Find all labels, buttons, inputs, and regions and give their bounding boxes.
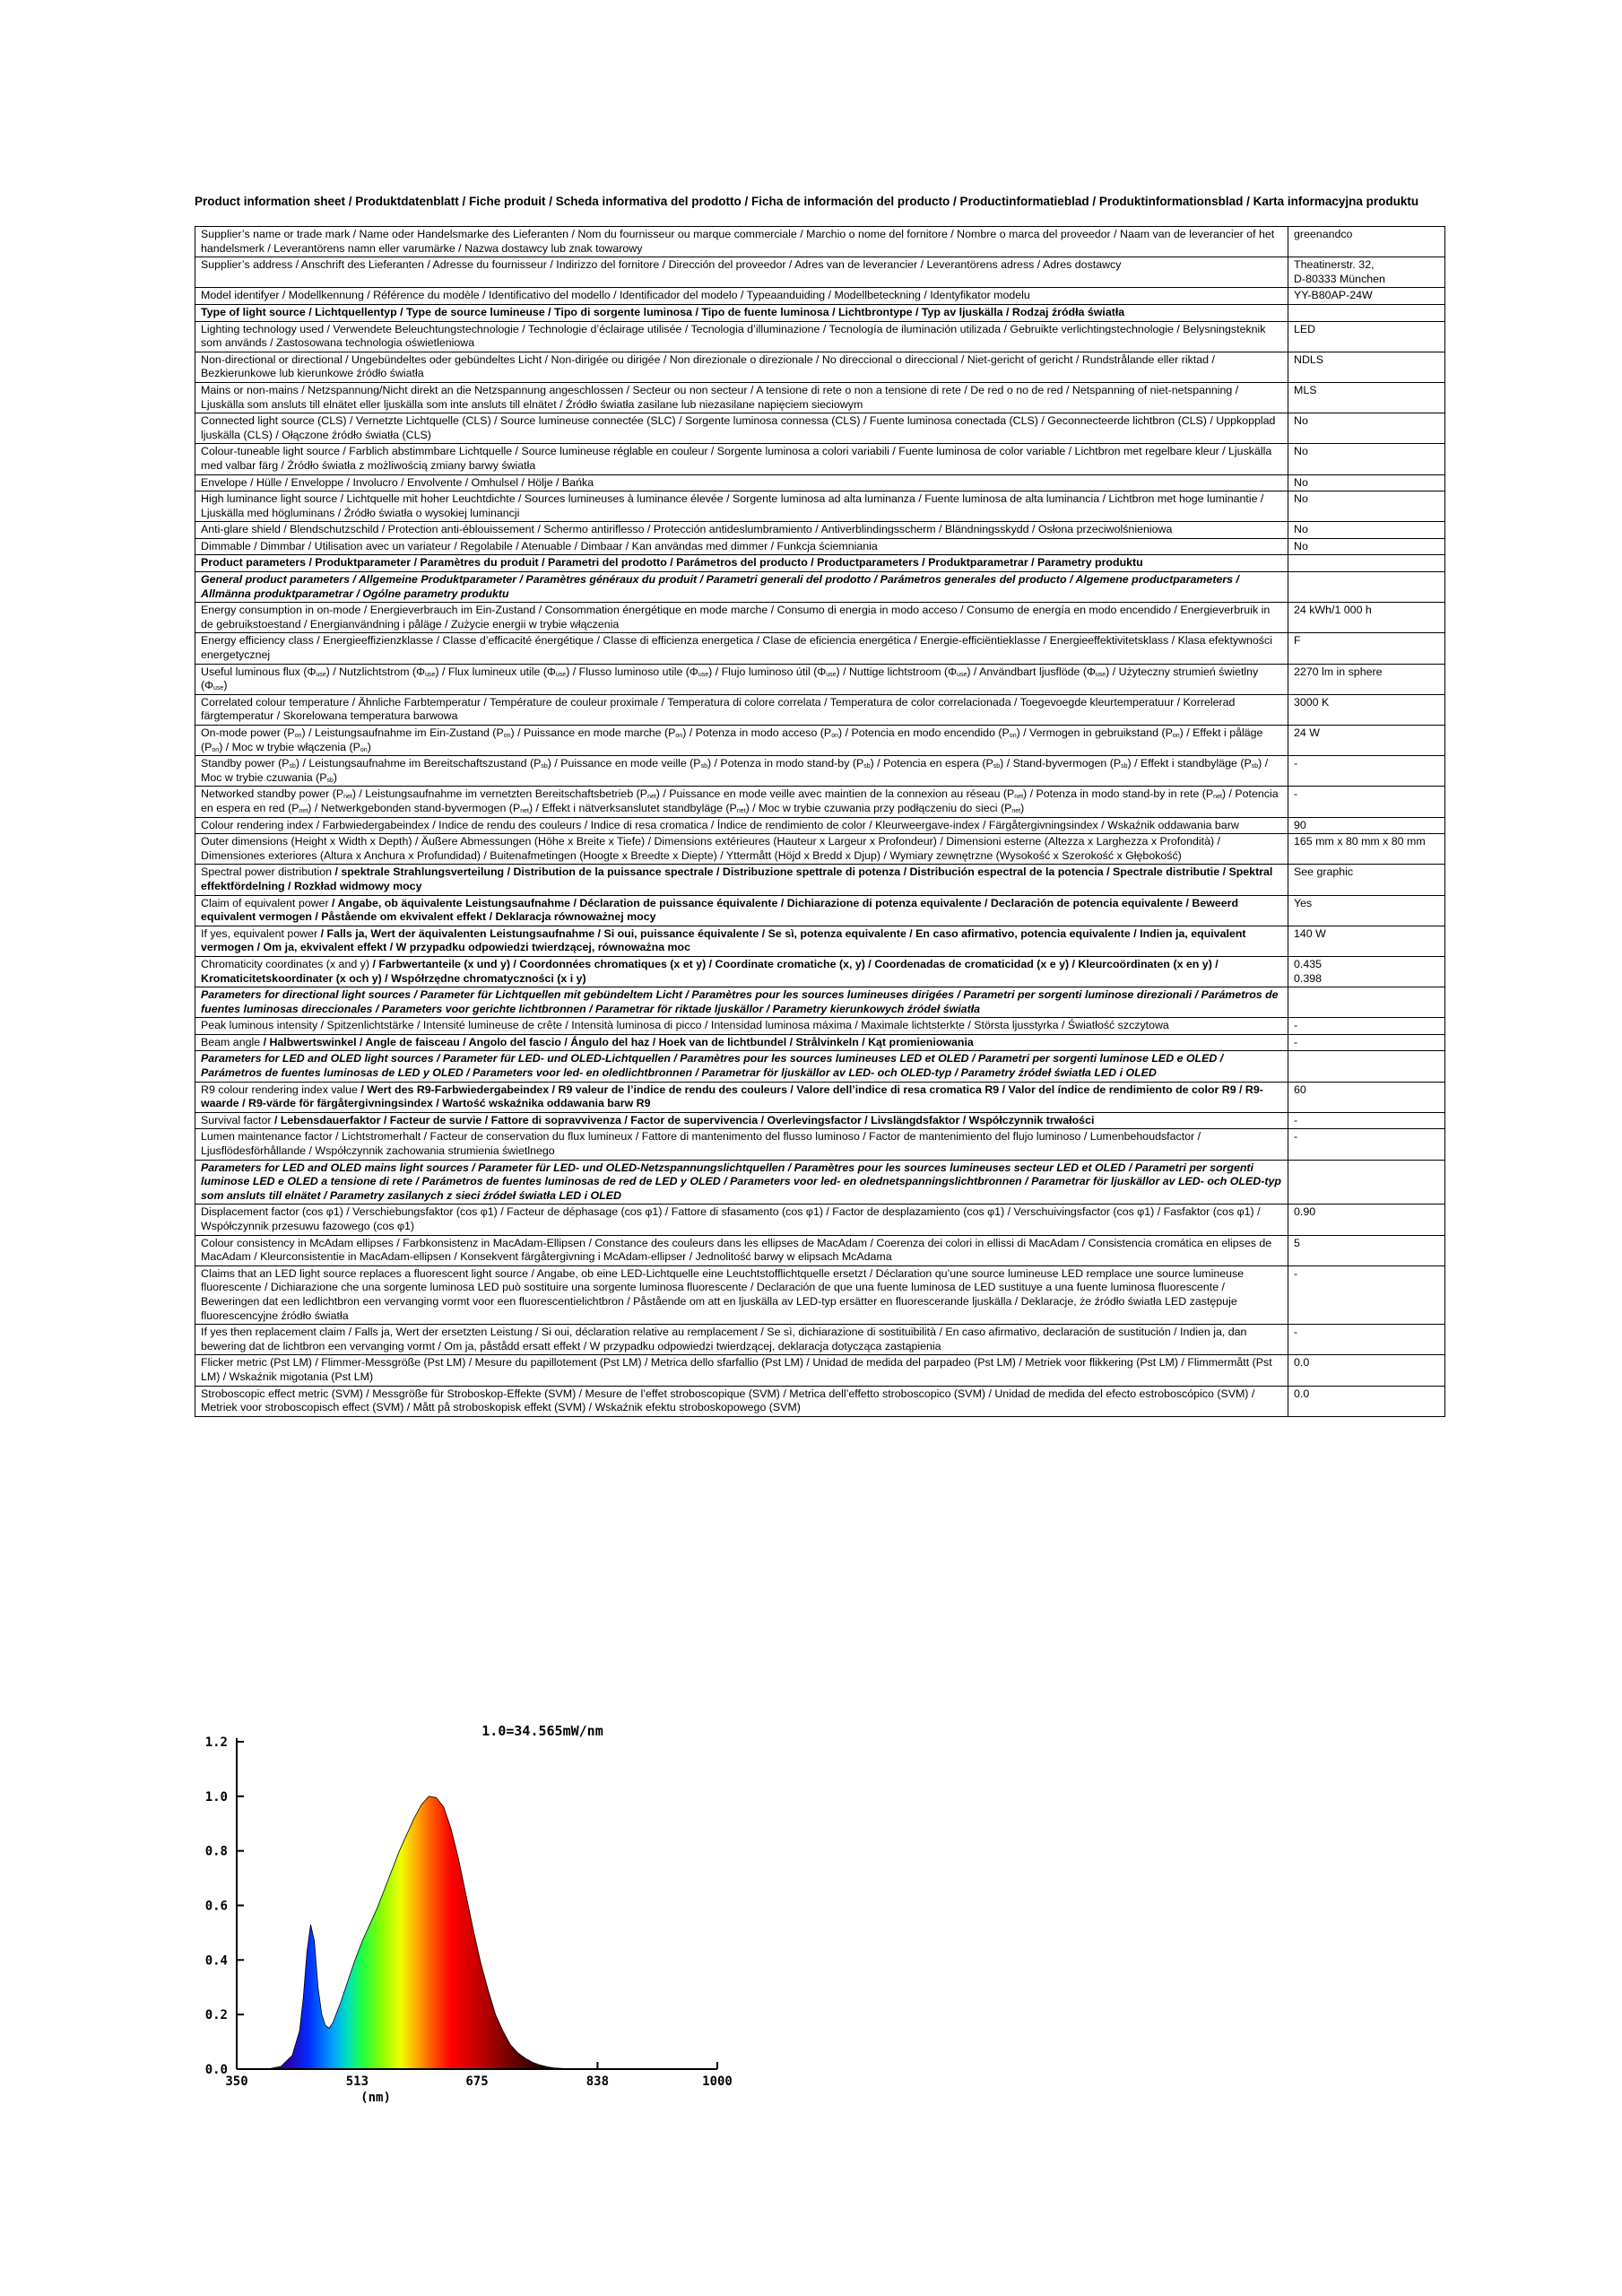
row-label: Standby power $(P_{sb})$ / Leistungsaufnahme im Bereitschaftszustand $(P_{sb})$ / Puissance en mode veille $(P_{sb})$ / Potenza in modo stand-by $(P_{sb})$ / Potencia en espera $(P_{sb})$ / Stand-byvermogen $(P_{sb})$ / Effekt i standbyläge $(P_{sb})$ / Moc w trybie czuwania $(P_{sb})$ [195,756,1288,787]
chromaticity-x: 0.435 [1294,957,1323,970]
table-row [195,895,1445,926]
row-label: Envelope / Hülle / Enveloppe / Involucro / Envolvente / Omhulsel / Hölje / Bańka [195,474,1288,491]
section-heading: Product parameters / Produktparameter / Paramètres du produit / Parametri del prodotto / Parámetros del producto / Productparameters / Produktparametrar / Parametry produktu [195,555,1288,572]
x-tick-label: 675 [465,2074,489,2089]
row-label: Colour-tuneable light source / Farblich abstimmbare Lichtquelle / Source lumineuse réglable en couleur / Sorgente luminosa a colori variabili / Fuente luminosa de color variable / Lichtbron met regelbare kleur / Ljuskälla med valbar färg / Źródło światła z możliwością zmiany barwy światła [195,444,1288,474]
row-value: 90 [1288,817,1445,834]
row-value: MLS [1288,382,1445,413]
row-label: Networked standby power $(P_{net})$ / Leistungsaufnahme im vernetzten Bereitschaftsbetrieb $(P_{net})$ / Puissance en mode veille avec maintien de la connexion au réseau $(P_{net})$ / Potenza in modo stand-by in rete $(P_{net})$ / Potencia en espera en red $(P_{net})$ / Netwerkgebonden stand-byvermogen $(P_{net})$ / Effekt i nätverksanslutet standbyläge $(P_{net})$ / Moc w trybie czuwania przy podłączeniu do sieci $(P_{net})$ [195,787,1288,817]
row-label: Displacement factor (cos φ1) / Verschiebungsfaktor (cos φ1) / Facteur de déphasage (cos φ1) / Fattore di sfasamento (cos φ1) / Factor de desplazamiento (cos φ1) / Verschuivingsfactor (cos φ1) / Fasfaktor (cos φ1) / Współczynnik przesuwu fazowego (cos φ1) [195,1205,1288,1235]
table-row [195,926,1445,956]
row-value [1288,1160,1445,1205]
table-row [195,538,1445,555]
x-tick-label: 1000 [702,2074,733,2089]
section-heading: Parameters for LED and OLED mains light sources / Parameter für LED- und OLED-Netzspannungslichtquellen / Paramètres pour les sources lumineuses secteur LED et OLED / Parametri per sorgenti luminose LED e OLED a tensione di rete / Parámetros de fuentes luminosas de red de LED y OLED / Parameters voor led- en olednetspanningslichtbronnen / Parametrar för ljuskällor av LED- och OLED-typ som ansluts till elnätet / Parametry zasilanych z sieci źródeł światła LED i OLED [195,1160,1288,1205]
row-label: Claims that an LED light source replaces a fluorescent light source / Angabe, ob eine LED-Lichtquelle eine Leuchtstofflichtquelle ersetzt / Déclaration qu’une source lumineuse LED remplace une source lumineuse fluorescente / Dichiarazione che una sorgente luminosa LED può sostituire una sorgente luminosa fluorescente / Declaración de que una fuente luminosa de LED sustituye a una fuente luminosa fluorescente / Beweringen dat een ledlichtbron een vervanging vormt voor een fluorescentielichtbron / Påstående om att en ljuskälla av LED-typ ersätter en fluorescerande ljuskälla / Deklaracje, że źródło światła LED zastępuje fluorescencyjne źródło światła [195,1265,1288,1324]
table-row [195,1160,1445,1205]
table-row [195,1018,1445,1035]
table-row [195,491,1445,522]
y-tick-label: 1.0 [204,1789,228,1805]
row-value: - [1288,1325,1445,1355]
label-start: Chromaticity coordinates (x and y) [201,957,369,970]
row-label [195,956,1288,987]
row-value: - [1288,1034,1445,1051]
row-label: If yes then replacement claim / Falls ja, Wert der ersetzten Leistung / Si oui, déclaration relative au remplacement / Se sì, dichiarazione di sostituibilità / En caso afirmativo, declaración de sustitución / Indien ja, dan bewering dat de lichtbron een vervanging vormt / Om ja, påstådd ersatt effekt / W przypadku odpowiedzi twierdzącej, deklaracja dotycząca zastąpienia [195,1325,1288,1355]
row-label: Non-directional or directional / Ungebündeltes oder gebündeltes Licht / Non-dirigée ou dirigée / Non direzionale o direzionale / No direccional o direccional / Niet-gericht of gericht / Rundstrålande eller riktad / Bezkierunkowe lub kierunkowe źródło światła [195,352,1288,382]
x-tick-label: 350 [225,2074,248,2089]
table-row [195,1034,1445,1051]
row-value: YY-B80AP-24W [1288,288,1445,305]
label-rest: / Wert des R9-Farbwiedergabeindex / R9 valeur de l’indice de rendu des couleurs / Valore dell’indice di resa cromatica R9 / Valor del índice de rendimiento de color R9 / R9-waarde / R9-värde för färgåtergivningsindex / Wartość wskaźnika oddawania barw R9 [201,1083,1263,1110]
row-label: On-mode power $(P_{on})$ / Leistungsaufnahme im Ein-Zustand $(P_{on})$ / Puissance en mode marche $(P_{on})$ / Potenza in modo acceso $(P_{on})$ / Potencia en modo encendido $(P_{on})$ / Vermogen in gebruikstand $(P_{on})$ / Effekt i påläge $(P_{on})$ / Moc w trybie włączenia $(P_{on})$ [195,726,1288,756]
table-row [195,1129,1445,1160]
table-row [195,572,1445,603]
label-rest: / Halbwertswinkel / Angle de faisceau / Angolo del fascio / Ángulo del haz / Hoek van de lichtbundel / Strålvinkeln / Kąt promieniowania [260,1035,974,1048]
row-value: 24 kWh/1 000 h [1288,603,1445,633]
row-label: Energy consumption in on-mode / Energieverbrauch im Ein-Zustand / Consommation énergétique en mode marche / Consumo di energia in modo acceso / Consumo de energía en modo encendido / Energieverbruik in de gebruikstoestand / Energianvändning i påläge / Zużycie energii w trybie włączenia [195,603,1288,633]
row-label [195,1034,1288,1051]
y-tick-label: 0.2 [204,2008,228,2023]
chart-title: 1.0=34.565mW/nm [481,1723,603,1739]
row-value: LED [1288,321,1445,352]
row-label: Mains or non-mains / Netzspannung/Nicht direkt an die Netzspannung angeschlossen / Secteur ou non secteur / A tensione di rete o non a tensione di rete / De red o no de red / Netspanning of niet-netspanning / Ljuskälla som ansluts till elnätet eller ljuskälla som inte ansluts till elnätet / Źródło światła zasilane lub niezasilane napięciem sieciowym [195,382,1288,413]
table-row [195,1112,1445,1129]
table-row [195,522,1445,539]
row-value: 140 W [1288,926,1445,956]
spectral-power-chart [179,1704,753,2126]
table-row [195,603,1445,633]
label-rest: / Angabe, ob äquivalente Leistungsaufnahme / Déclaration de puissance équivalente / Dichiarazione di potenza equivalente / Declaración de potencia equivalente / Beweerd equivalent vermogen / Påstående om ekvivalent effekt / Deklaracja równoważnej mocy [201,896,1239,924]
table-row [195,987,1445,1018]
row-label: Lighting technology used / Verwendete Beleuchtungstechnologie / Technologie d’éclairage utilisée / Tecnologia d’illuminazione / Tecnología de iluminación utilizada / Gebruikte verlichtingstechnologie / Belysningsteknik som används / Zastosowana technologia oświetleniowa [195,321,1288,352]
address-street: Theatinerstr. 32, [1294,258,1375,272]
table-row [195,227,1445,257]
row-label: Outer dimensions (Height x Width x Depth) / Äußere Abmessungen (Höhe x Breite x Tiefe) / Dimensions extérieures (Hauteur x Largeur x Profondeur) / Dimensioni esterne (Altezza x Larghezza x Profondità) / Dimensiones exteriores (Altura x Anchura x Profundidad) / Buitenafmetingen (Hoogte x Breedte x Diepte) / Yttermått (Höjd x Bredd x Djup) / Wymiary zewnętrzne (Wysokość x Szerokość x Głębokość) [195,834,1288,865]
row-label: Anti-glare shield / Blendschutzschild / Protection anti-éblouissement / Schermo antiriflesso / Protección antideslumbramiento / Antiverblindingsscherm / Bländningsskydd / Osłona przeciwolśnieniowa [195,522,1288,539]
row-value: 5 [1288,1235,1445,1265]
label-rest: / Lebensdauerfaktor / Facteur de survie / Fattore di sopravvivenza / Factor de supervivencia / Overlevingsfactor / Livslängdsfaktor / Współczynnik trwałości [271,1113,1095,1126]
table-row [195,756,1445,787]
page-title: Product information sheet / Produktdatenblatt / Fiche produit / Scheda informativa del prodotto / Ficha de información del producto / Productinformatieblad / Produktinformationsblad / Karta informacyjna produktu [195,195,1419,208]
address-city: D-80333 München [1294,272,1385,285]
table-row [195,382,1445,413]
table-row [195,787,1445,817]
table-row [195,1051,1445,1082]
section-heading: General product parameters / Allgemeine Produktparameter / Paramètres généraux du produit / Parametri generali del prodotto / Parámetros generales del producto / Algemene productparameters / Allmänna produktparametrar / Ogólne parametry produktu [195,572,1288,603]
label-start: R9 colour rendering index value [201,1083,358,1096]
product-information-table [195,226,1445,1417]
row-label: Connected light source (CLS) / Vernetzte Lichtquelle (CLS) / Source lumineuse connectée (SLC) / Sorgente luminosa connessa (CLS) / Fuente luminosa conectada (CLS) / Geconnecteerde lichtbron (CLS) / Uppkopplad ljuskälla (CLS) / Ołączone źródło światła (CLS) [195,413,1288,444]
row-value [1288,304,1445,321]
label-start: Survival factor [201,1113,272,1126]
row-label: Supplier’s address / Anschrift des Lieferanten / Adresse du fournisseur / Indirizzo del fornitore / Dirección del proveedor / Adres van de leverancier / Leverantörens adress / Adres dostawcy [195,257,1288,288]
row-label: Model identifyer / Modellkennung / Référence du modèle / Identificativo del modello / Identificador del modelo / Typeaanduiding / Modellbeteckning / Identyfikator modelu [195,288,1288,305]
row-label: High luminance light source / Lichtquelle mit hoher Leuchtdichte / Sources lumineuses à luminance élevée / Sorgente luminosa ad alta luminanza / Fuente luminosa de alta luminancia / Lichtbron met hoge luminantie / Ljuskälla med högluminans / Źródło światła o wysokiej luminancji [195,491,1288,522]
table-row [195,413,1445,444]
row-label: Supplier’s name or trade mark / Name oder Handelsmarke des Lieferanten / Nom du fournisseur ou marque commerciale / Marchio o nome del fornitore / Nombre o marca del proveedor / Naam van de leverancier of het handelsmerk / Leverantörens namn eller varumärke / Nazwa dostawcy lub znak towarowy [195,227,1288,257]
label-rest: / Falls ja, Wert der äquivalenten Leistungsaufnahme / Si oui, puissance équivalente / Se sì, potenza equivalente / En caso afirmativo, potencia equivalente / Indien ja, equivalent vermogen / Om ja, ekvivalent effekt / W przypadku odpowiedzi twierdzącej, równoważna moc [201,926,1246,954]
row-label: Peak luminous intensity / Spitzenlichtstärke / Intensité lumineuse de crête / Intensità luminosa di picco / Intensidad luminosa máxima / Maximale lichtsterkte / Största ljusstyrka / Światłość szczytowa [195,1018,1288,1035]
table-row [195,1355,1445,1386]
chromaticity-y: 0.398 [1294,971,1323,985]
table-row [195,444,1445,474]
row-label: Colour consistency in McAdam ellipses / Farbkonsistenz in MacAdam-Ellipsen / Constance des couleurs dans les ellipses de MacAdam / Coerenza dei colori in ellissi di MacAdam / Consistencia cromática en elipses de MacAdam / Kleurconsistentie in MacAdam-ellipsen / Konsekvent färgåtergivning i McAdam-ellipser / Jednolitość barwy w elipsach McAdama [195,1235,1288,1265]
spectrum-area [259,1796,585,2069]
y-tick-label: 1.2 [204,1735,228,1750]
table-row [195,1265,1445,1324]
row-value: 3000 K [1288,694,1445,725]
row-value: 2270 lm in sphere [1288,664,1445,694]
y-tick-label: 0.0 [204,2063,228,2077]
row-label: Energy efficiency class / Energieeffizienzklasse / Classe d’efficacité énergétique / Classe di efficienza energetica / Clase de eficiencia energética / Energie-efficiëntieklasse / Energieeffektivitetsklass / Klasa efektywności energetycznej [195,633,1288,664]
row-value: greenandco [1288,227,1445,257]
row-value: - [1288,787,1445,817]
row-label: Stroboscopic effect metric (SVM) / Messgröße für Stroboskop-Effekte (SVM) / Mesure de l’effet stroboscopique (SVM) / Metrica dell’effetto stroboscopico (SVM) / Unidad de medida del efecto estroboscópico (SVM) / Metriek voor stroboscopisch effect (SVM) / Mått på stroboskopisk effekt (SVM) / Wskaźnik efektu stroboskopowego (SVM) [195,1386,1288,1416]
row-label [195,895,1288,926]
table-row [195,1235,1445,1265]
row-label: Colour rendering index / Farbwiedergabeindex / Indice de rendu des couleurs / Indice di resa cromatica / Índice de rendimiento de color / Kleurweergave-index / Färgåtergivningsindex / Wskaźnik oddawania barw [195,817,1288,834]
x-axis-label: (nm) [360,2091,391,2105]
x-tick-label: 513 [345,2074,369,2089]
row-value: 0.0 [1288,1386,1445,1416]
row-label: Flicker metric (Pst LM) / Flimmer-Messgröße (Pst LM) / Mesure du papillotement (Pst LM) / Metrica dello sfarfallio (Pst LM) / Unidad de medida del parpadeo (Pst LM) / Metriek voor flikkering (Pst LM) / Flimmermått (Pst LM) / Wskaźnik migotania (Pst LM) [195,1355,1288,1386]
table-row [195,865,1445,895]
row-value: See graphic [1288,865,1445,895]
y-tick-label: 0.8 [204,1844,228,1859]
row-value: No [1288,538,1445,555]
row-value: - [1288,1129,1445,1160]
table-row [195,726,1445,756]
row-value [1288,257,1445,288]
row-value: F [1288,633,1445,664]
row-value: NDLS [1288,352,1445,382]
row-label [195,1112,1288,1129]
row-label: Useful luminous flux $(\Phi_{use})$ / Nutzlichtstrom $(\Phi_{use})$ / Flux lumineux utile $(\Phi_{use})$ / Flusso luminoso utile $(\Phi_{use})$ / Flujo luminoso útil $(\Phi_{use})$ / Nuttige lichtstroom $(\Phi_{use})$ / Användbart ljusflöde $(\Phi_{use})$ / Użyteczny strumień świetlny $(\Phi_{use})$ [195,664,1288,694]
table-row [195,304,1445,321]
table-row [195,694,1445,725]
table-row [195,633,1445,664]
row-value: 0.90 [1288,1205,1445,1235]
row-value: No [1288,491,1445,522]
y-tick-label: 0.6 [204,1899,228,1914]
row-value: 165 mm x 80 mm x 80 mm [1288,834,1445,865]
row-value [1288,987,1445,1018]
table-row [195,321,1445,352]
table-row [195,1082,1445,1112]
row-value: - [1288,1018,1445,1035]
row-value: No [1288,522,1445,539]
row-value: - [1288,1265,1445,1324]
section-heading: Parameters for directional light sources / Parameter für Lichtquellen mit gebündeltem Licht / Paramètres pour les sources lumineuses dirigées / Parametri per sorgenti luminose direzionali / Parámetros de fuentes luminosas direccionales / Parameters voor gerichte lichtbronnen / Parametrar för riktade ljuskällor / Parametry kierunkowych źródeł światła [195,987,1288,1018]
table-row [195,257,1445,288]
table-row [195,1386,1445,1416]
section-heading: Type of light source / Lichtquellentyp / Type de source lumineuse / Tipo di sorgente luminosa / Tipo de fuente luminosa / Lichtbrontype / Typ av ljuskälla / Rodzaj źródła światła [195,304,1288,321]
label-rest: / spektrale Strahlungsverteilung / Distribution de la puissance spectrale / Distribuzione spettrale di potenza / Distribución espectral de la potencia / Spectrale distributie / Spektral effektfördelning / Rozkład widmowy mocy [201,865,1273,892]
table-row [195,474,1445,491]
row-value [1288,1051,1445,1082]
row-label [195,865,1288,895]
label-rest: / Farbwertanteile (x und y) / Coordonnées chromatiques (x et y) / Coordinate cromatiche (x, y) / Coordenadas de cromaticidad (x e y) / Kleurcoördinaten (x en y) / Kromaticitetskoordinater (x och y) / Współrzędne chromatyczności (x i y) [201,957,1219,985]
row-value [1288,956,1445,987]
table-row [195,1205,1445,1235]
row-value: No [1288,474,1445,491]
table-row [195,1325,1445,1355]
row-value: 60 [1288,1082,1445,1112]
label-start: If yes, equivalent power [201,926,318,940]
row-value: - [1288,1112,1445,1129]
label-start: Spectral power distribution [201,865,333,879]
row-value: 0.0 [1288,1355,1445,1386]
table-row [195,834,1445,865]
row-value [1288,555,1445,572]
table-row [195,817,1445,834]
row-label: Dimmable / Dimmbar / Utilisation avec un variateur / Regolabile / Atenuable / Dimbaar / Kan användas med dimmer / Funkcja ściemniania [195,538,1288,555]
row-label: Correlated colour temperature / Ähnliche Farbtemperatur / Température de couleur proximale / Temperatura di colore correlata / Temperatura de color correlacionada / Toegevoegde kleurtemperatuur / Korrelerad färgtemperatur / Skorelowana temperatura barwowa [195,694,1288,725]
section-heading: Parameters for LED and OLED light sources / Parameter für LED- und OLED-Lichtquellen / Paramètres pour les sources lumineuses LED et OLED / Parametri per sorgenti luminose LED e OLED / Parámetros de fuentes luminosas de LED y OLED / Parameters voor led- en oledlichtbronnen / Parametrar för ljuskällor av LED- och OLED-typ / Parametry źródeł światła LED i OLED [195,1051,1288,1082]
row-value: No [1288,413,1445,444]
row-value: 24 W [1288,726,1445,756]
y-tick-label: 0.4 [204,1953,228,1969]
row-value: No [1288,444,1445,474]
row-value: - [1288,756,1445,787]
label-start: Beam angle [201,1035,261,1048]
table-row [195,956,1445,987]
label-start: Claim of equivalent power [201,896,329,909]
row-label [195,1082,1288,1112]
table-row [195,664,1445,694]
row-value: Yes [1288,895,1445,926]
table-row [195,288,1445,305]
row-value [1288,572,1445,603]
row-label: Lumen maintenance factor / Lichtstromerhalt / Facteur de conservation du flux lumineux / Fattore di mantenimento del flusso luminoso / Factor de mantenimiento del flujo luminoso / Lumenbehoudsfactor / Ljusflödesförhållande / Współczynnik zachowania strumienia świetlnego [195,1129,1288,1160]
x-tick-label: 838 [585,2074,610,2089]
row-label [195,926,1288,956]
table-row [195,555,1445,572]
table-row [195,352,1445,382]
